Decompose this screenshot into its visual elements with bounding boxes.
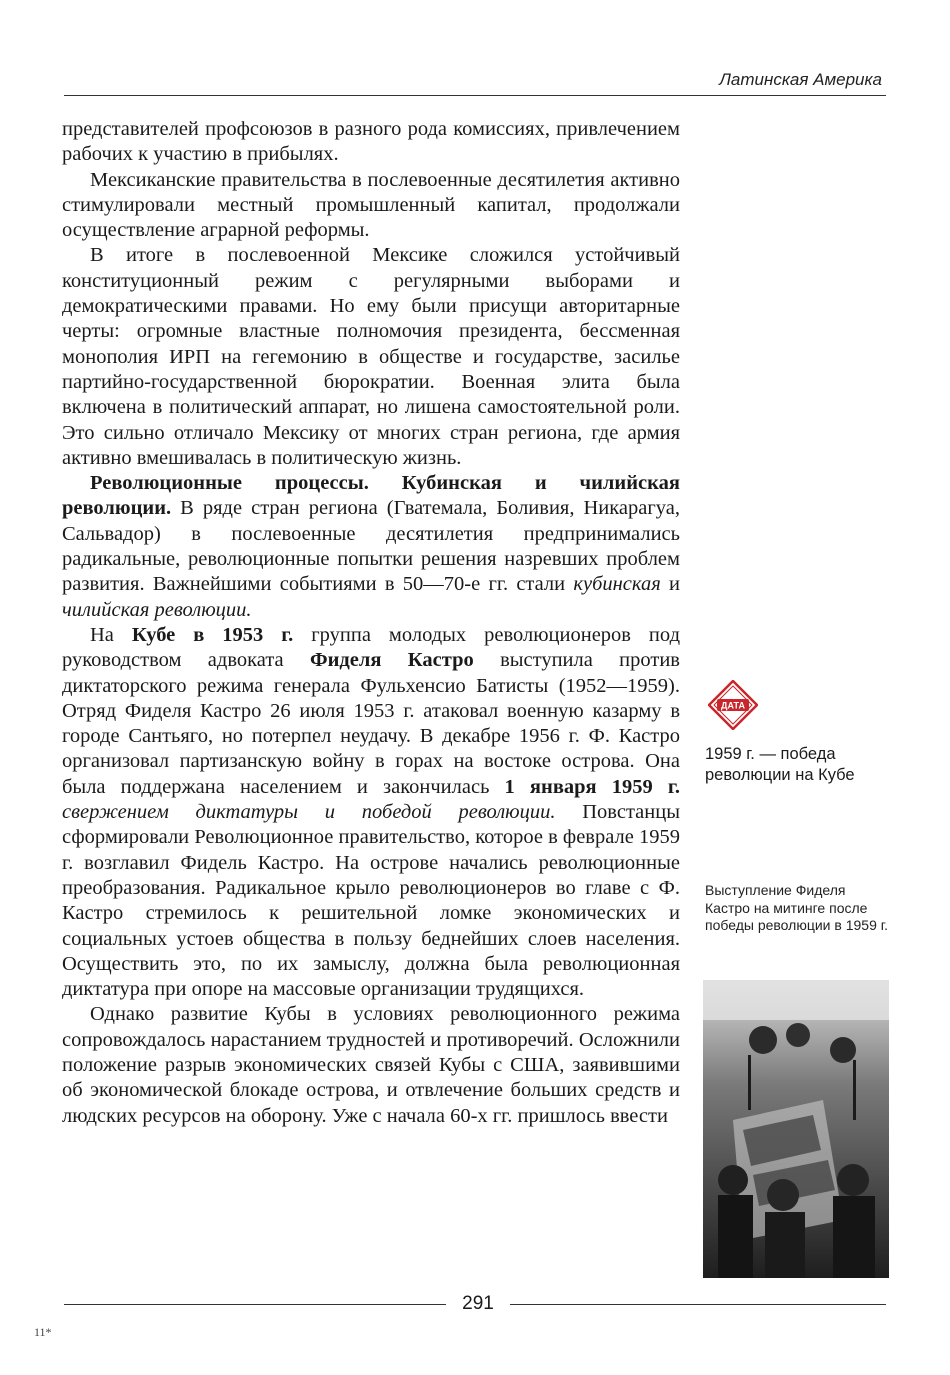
header-rule (64, 95, 886, 96)
paragraph: представителей профсоюзов в разного рода комиссиях, привлечением рабочих к участию в прибылях. (62, 118, 680, 166)
paragraph (62, 623, 680, 1002)
text-run: На (90, 623, 132, 646)
fidel-castro-rally-photo (703, 980, 889, 1278)
paragraph: Однако развитие Кубы в условиях революционного режима сопровождалось нарастанием трудностей и противоречий. Осложнили положение разрыв экономических связей Кубы с США, заявившими об экономической блокаде острова, и отвлечение больших средств и людских ресурсов на оборону. Уже с начала 60-х гг. пришлось ввести (62, 1003, 680, 1127)
paragraph: В итоге в послевоенной Мексике сложился устойчивый конституционный режим с регулярными выборами и демократическими правами. Но ему были присущи авторитарные черты: огромные властные полномочия президента, бессменная монополия ИРП на гегемонию в обществе и государстве, засилье партийно-государственной бюрократии. Военная элита была включена в политический аппарат, но лишена самостоятельной роли. Это сильно отличало Мексику от многих стран региона, где армия активно вмешивалась в политическую жизнь. (62, 244, 680, 469)
text-run: В ряде стран региона (Гватемала, Боливия, Никарагуа, Сальвадор) в послевоенные десятилетия предпринимались радикальные, революционные попытки решения назревших проблем развития. Важнейшими событиями в 50—70-е гг. стали (62, 497, 680, 596)
text-run: Повстанцы сформировали Революционное правительство, которое в феврале 1959 г. возглавил Фидель Кастро. На острове начались революционные преобразования. Радикальное крыло революционеров во главе с Ф. Кастро стремилось к решительной ломке экономических и социальных устоев общества в пользу беднейших слоев населения. Осуществить это, по их замыслу, должна была революционная диктатура при опоре на массовые организации трудящихся. (62, 801, 680, 1001)
bold-term: 1 января 1959 г. (504, 775, 680, 798)
date-badge-label: ДАТА (721, 700, 745, 711)
bold-term: Фиделя Кастро (309, 649, 474, 672)
section-title: Латинская Америка (719, 70, 882, 89)
text-run: выступила против диктаторского режима генерала Фульхенсио Батисты (1952—1959). Отряд Фиделя Кастро 26 июля 1953 г. атаковал военную казарму в городе Сантьяго, но потерпел неудачу. В декабре 1956 г. Ф. Кастро организовал партизанскую войну в горах на востоке острова. Она была поддержана населением и закончилась (62, 649, 680, 798)
paragraph: Мексиканские правительства в послевоенные десятилетия активно стимулировали местный промышленный капитал, продолжали осуществление аграрной реформы. (62, 168, 680, 242)
emphasis: чилийская революции. (62, 598, 252, 621)
signature-mark: 11* (34, 1325, 52, 1339)
section-heading: Революционные процессы. Кубинская и чилийская революции. (62, 472, 680, 520)
footer-rule-right (510, 1304, 886, 1305)
date-note: 1959 г. — победа революции на Кубе (705, 745, 855, 784)
emphasis: свержением диктатуры и победой революции. (62, 801, 556, 824)
text-run: группа молодых революционеров под руководством адвоката (62, 623, 680, 672)
emphasis: кубинская (573, 573, 661, 596)
footer-rule-left (64, 1304, 446, 1305)
date-badge-icon (708, 680, 758, 730)
photo-image (703, 980, 889, 1278)
main-text-column (62, 117, 680, 1129)
text-run: и (660, 573, 680, 596)
running-header (64, 70, 886, 96)
bold-term: Кубе в 1953 г. (131, 623, 294, 646)
page-footer (64, 1293, 886, 1317)
paragraph (62, 471, 680, 623)
page-number: 291 (456, 1293, 500, 1315)
photo-caption: Выступление Фиделя Кастро на митинге после победы революции в 1959 г. (705, 882, 889, 933)
